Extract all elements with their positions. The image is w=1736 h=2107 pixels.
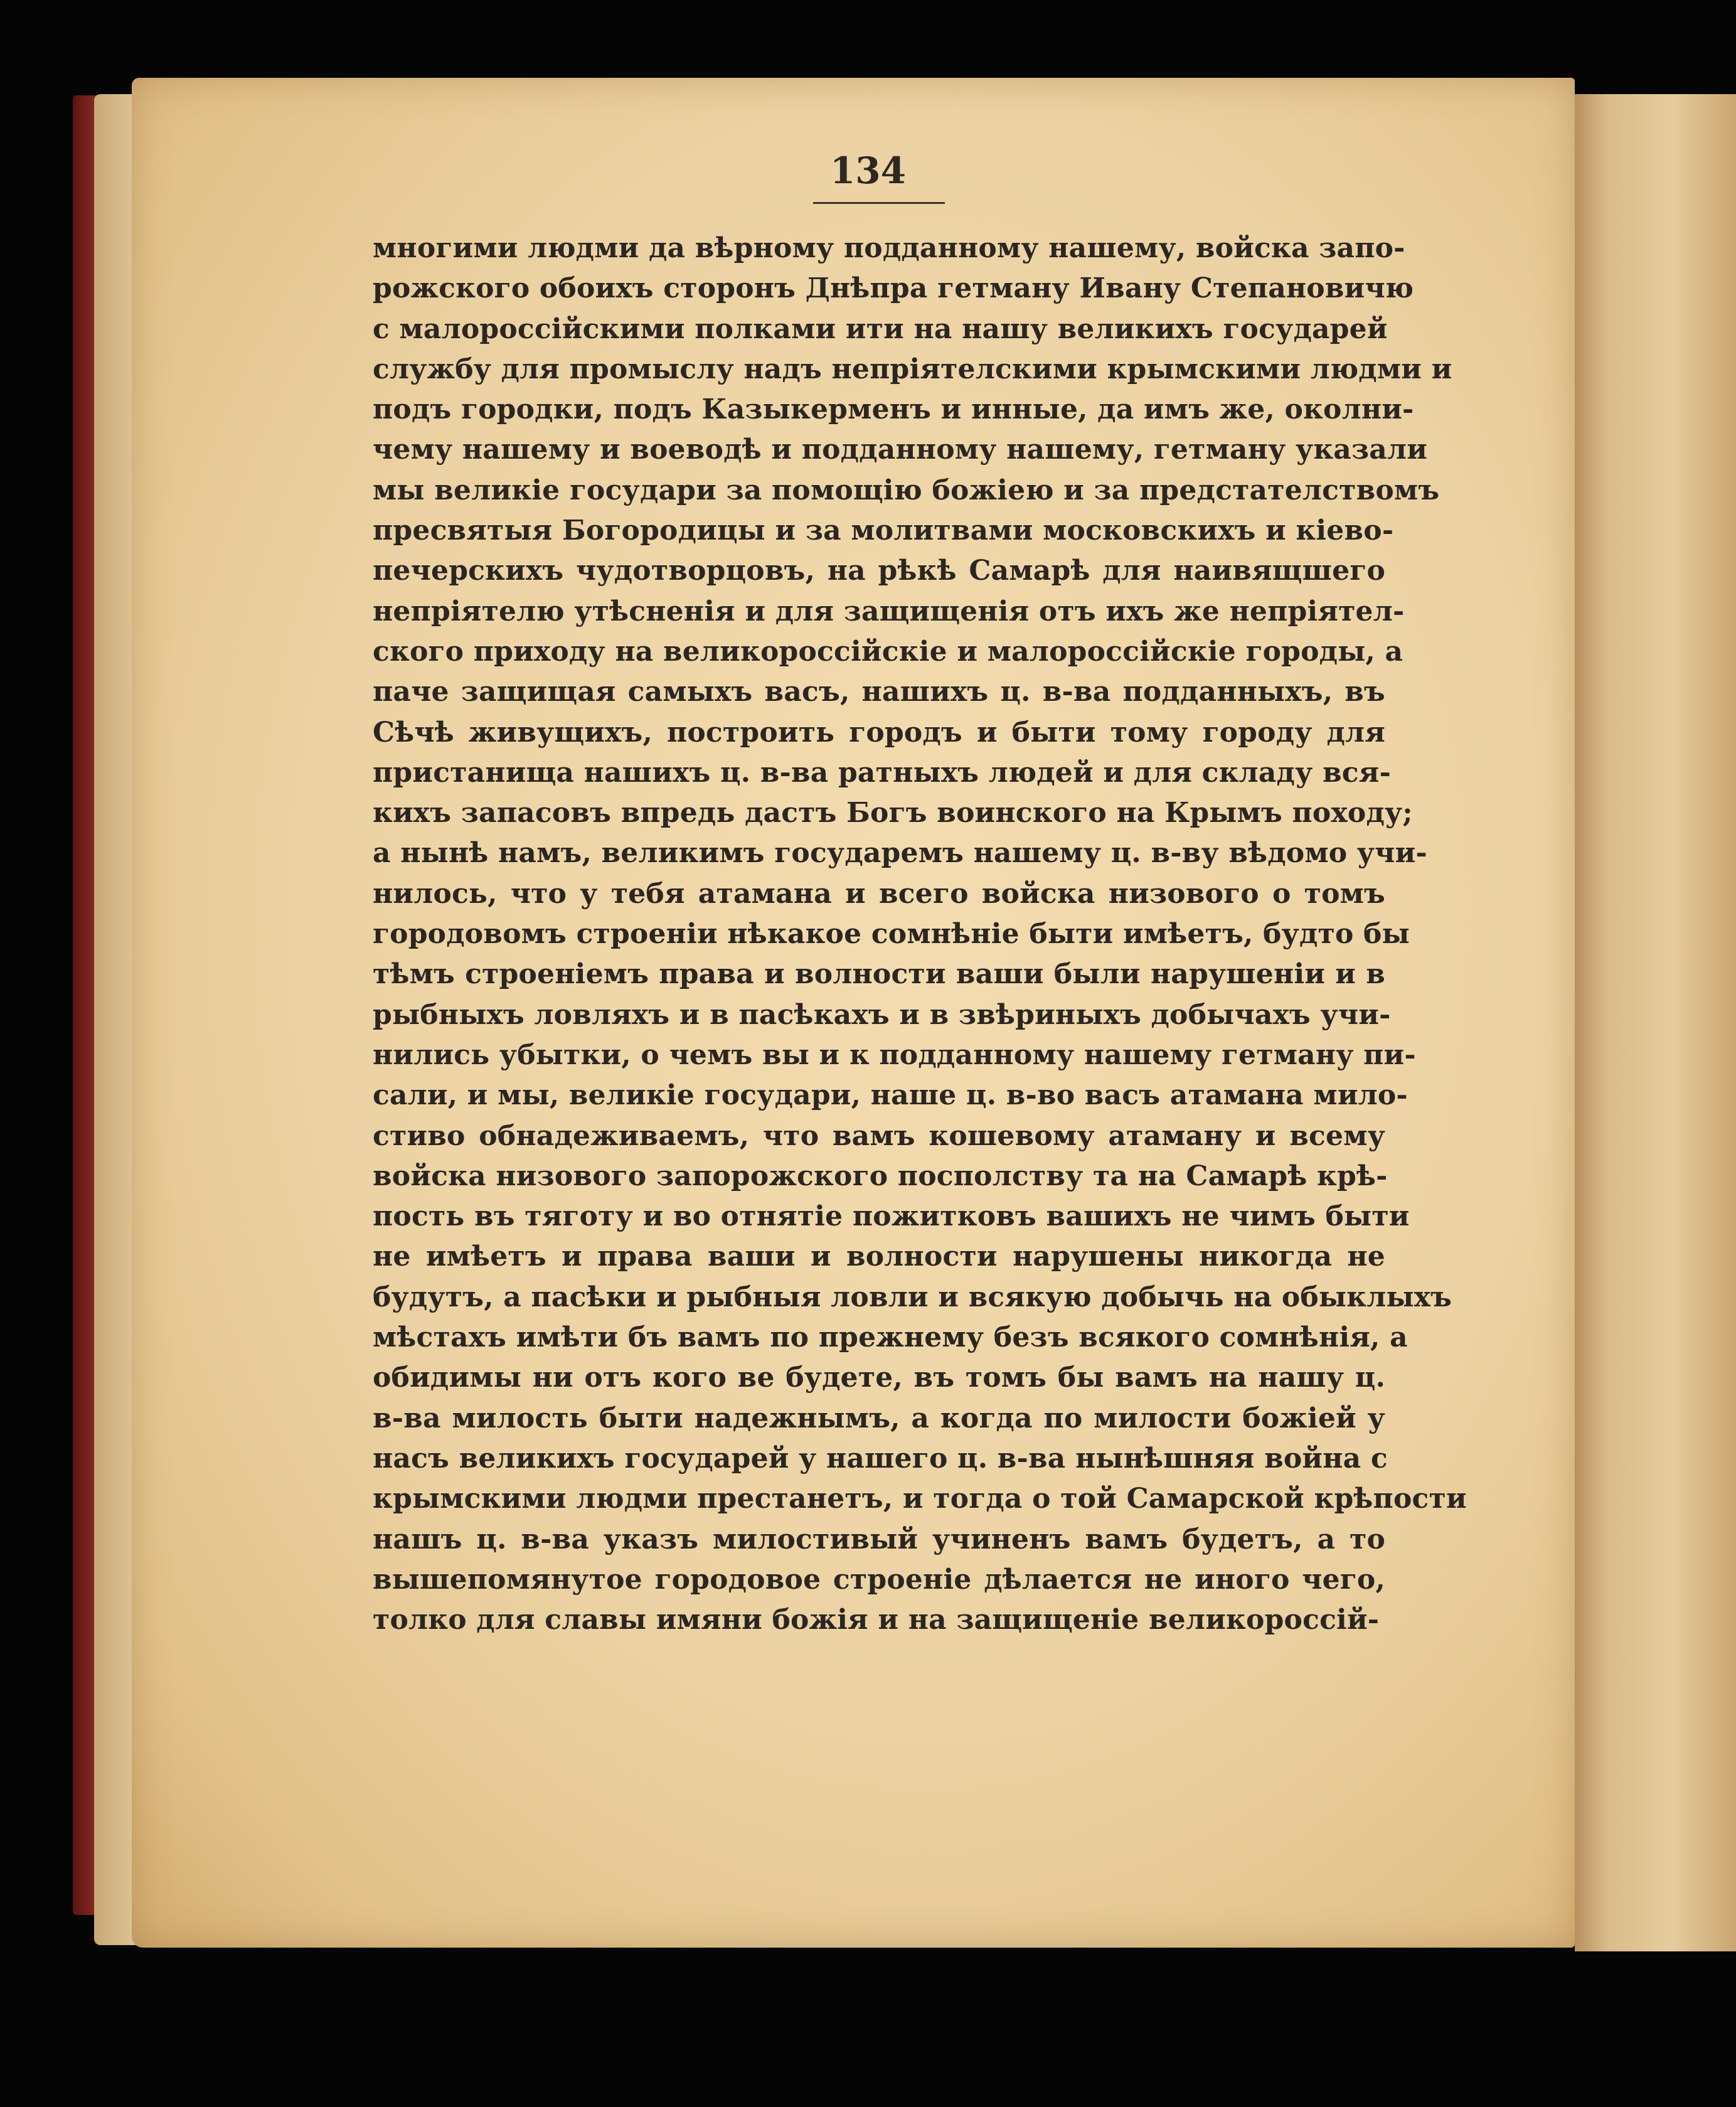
text-line: пристанища нашихъ ц. в-ва ратныхъ людей и для складу вся- bbox=[373, 756, 1391, 789]
text-line: службу для промыслу надъ непріятелскими крымскими людми и bbox=[373, 353, 1452, 385]
text-line: ского приходу на великороссійскіе и малороссійскіе городы, а bbox=[373, 635, 1403, 668]
page-number-rule bbox=[813, 202, 945, 204]
text-line: крымскими людми престанетъ, и тогда о той Самарской крѣпости bbox=[373, 1483, 1467, 1515]
text-line: сали, и мы, великіе государи, наше ц. в-во васъ атамана мило- bbox=[373, 1079, 1408, 1112]
text-line: нились убытки, о чемъ вы и к подданному нашему гетману пи- bbox=[373, 1038, 1416, 1071]
text-line: а нынѣ намъ, великимъ государемъ нашему ц. в-ву вѣдомо учи- bbox=[373, 837, 1427, 870]
text-line: войска низового запорожского посполству та на Самарѣ крѣ- bbox=[373, 1160, 1388, 1192]
text-line: мѣстахъ имѣти бъ вамъ по прежнему безъ всякого сомнѣнія, а bbox=[373, 1321, 1408, 1354]
text-line: нашъ ц. в-ва указъ милостивый учиненъ вамъ будетъ, а то bbox=[373, 1523, 1385, 1555]
facing-page-edge bbox=[1575, 94, 1736, 1951]
text-line: рожского обоихъ сторонъ Днѣпра гетману Ивану Степановичю bbox=[373, 272, 1414, 305]
text-line: обидимы ни отъ кого ве будете, въ томъ бы вамъ на нашу ц. bbox=[373, 1362, 1385, 1394]
text-line: будутъ, а пасѣки и рыбныя ловли и всякую добычь на обыклыхъ bbox=[373, 1281, 1452, 1313]
text-line: городовомъ строеніи нѣкакое сомнѣніе быти имѣетъ, будто бы bbox=[373, 918, 1410, 951]
text-line: не имѣетъ и права ваши и волности нарушены никогда не bbox=[373, 1240, 1385, 1273]
page-number: 134 bbox=[829, 149, 907, 192]
text-line: многими людми да вѣрному подданному нашему, войска запо- bbox=[373, 232, 1405, 264]
text-line: кихъ запасовъ впредь дастъ Богъ воинского на Крымъ походу; bbox=[373, 797, 1413, 829]
text-line: с малороссійскими полками ити на нашу великихъ государей bbox=[373, 312, 1388, 345]
text-line: вышепомянутое городовое строеніе дѣлается не иного чего, bbox=[373, 1563, 1385, 1596]
text-line: тѣмъ строеніемъ права и волности ваши были нарушеніи и в bbox=[373, 958, 1385, 991]
text-line: толко для славы имяни божія и на защищеніе великороссій- bbox=[373, 1604, 1380, 1636]
text-line: чему нашему и воеводѣ и подданному нашему, гетману указали bbox=[373, 434, 1428, 466]
text-line: Сѣчѣ живущихъ, построить городъ и быти тому городу для bbox=[373, 716, 1385, 749]
text-line: непріятелю утѣсненія и для защищенія отъ ихъ же непріятел- bbox=[373, 595, 1405, 627]
text-line: стиво обнадеживаемъ, что вамъ кошевому атаману и всему bbox=[373, 1119, 1385, 1152]
text-line: рыбныхъ ловляхъ и в пасѣкахъ и в звѣриныхъ добычахъ учи- bbox=[373, 998, 1391, 1031]
body-text bbox=[373, 228, 1467, 1640]
text-line: насъ великихъ государей у нашего ц. в-ва нынѣшняя война с bbox=[373, 1442, 1388, 1475]
text-line: в-ва милость быти надежнымъ, а когда по милости божіей у bbox=[373, 1402, 1385, 1434]
text-line: пресвятыя Богородицы и за молитвами московскихъ и кіево- bbox=[373, 515, 1394, 547]
text-line: нилось, что у тебя атамана и всего войска низового о томъ bbox=[373, 877, 1385, 910]
text-line: подъ городки, подъ Казыкерменъ и инные, да имъ же, околни- bbox=[373, 393, 1414, 426]
text-line: печерскихъ чудотворцовъ, на рѣкѣ Самарѣ для наивящшего bbox=[373, 555, 1385, 587]
text-line: мы великіе государи за помощію божіею и за предстателствомъ bbox=[373, 474, 1440, 506]
text-line: паче защищая самыхъ васъ, нашихъ ц. в-ва подданныхъ, въ bbox=[373, 676, 1385, 708]
text-line: пость въ тяготу и во отнятіе пожитковъ вашихъ не чимъ быти bbox=[373, 1200, 1410, 1233]
